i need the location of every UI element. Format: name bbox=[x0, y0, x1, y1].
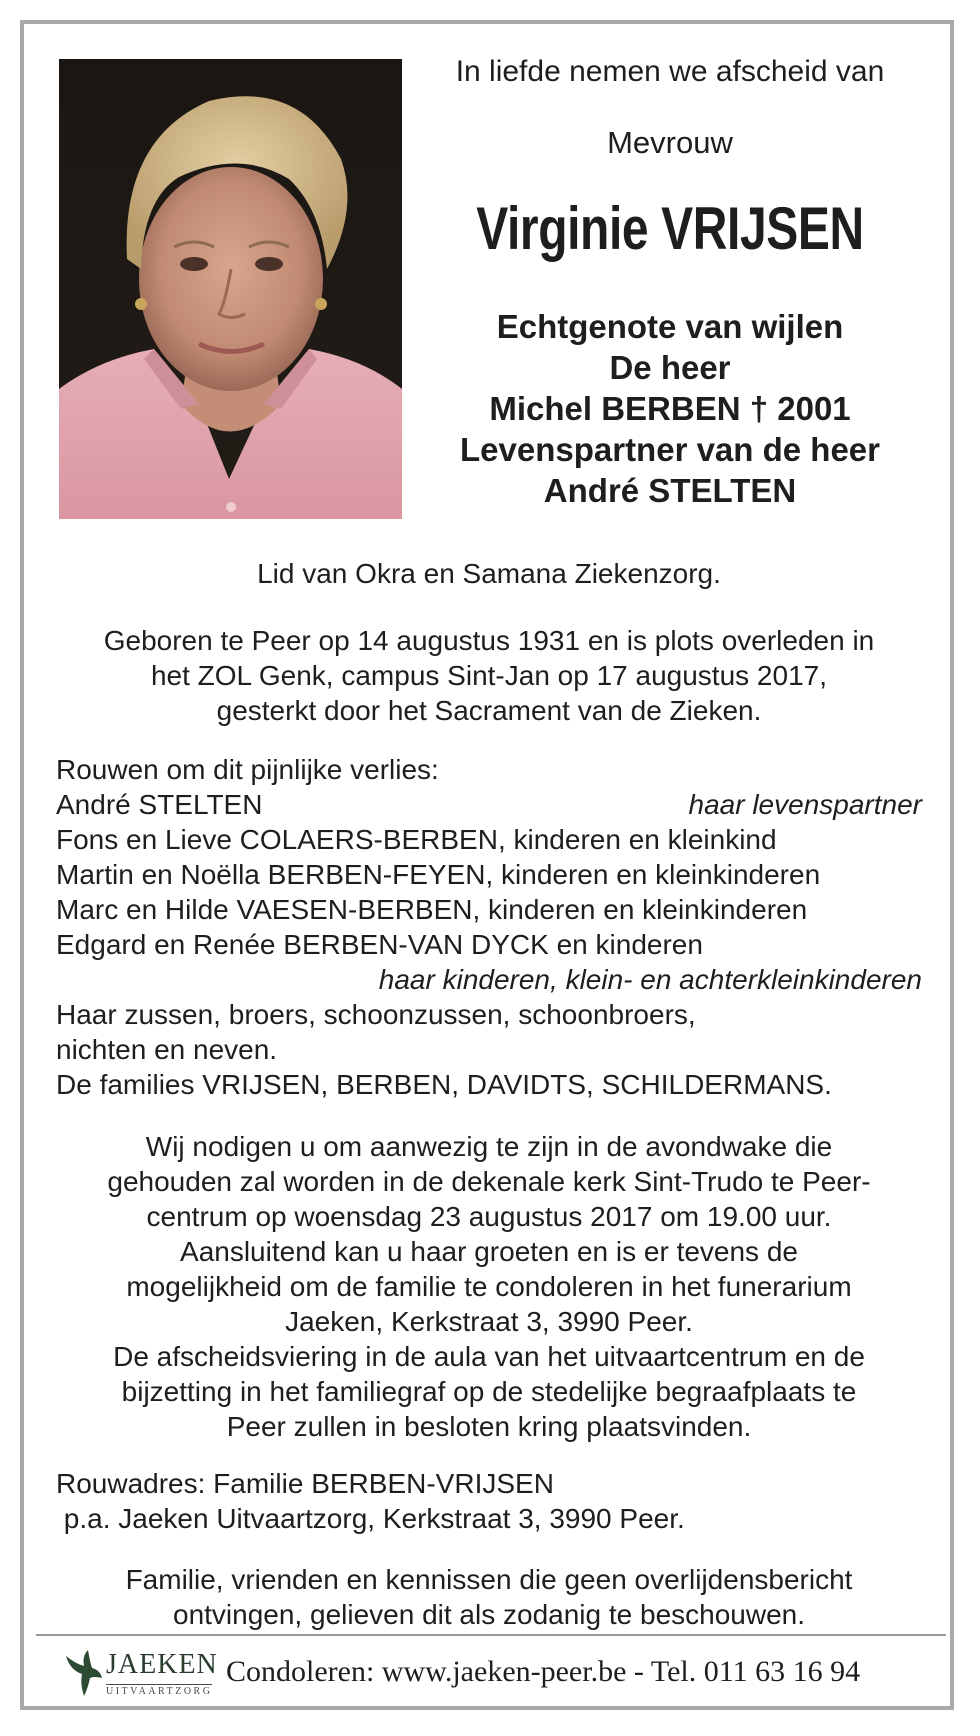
partner-name: André STELTEN bbox=[56, 789, 263, 820]
ceremony-line: bijzetting in het familiegraf op de stedelijke begraafplaats te bbox=[121, 1376, 857, 1407]
partner-role: haar levenspartner bbox=[688, 789, 922, 820]
spouse-line: De heer bbox=[609, 349, 731, 386]
intro-line: In liefde nemen we afscheid van bbox=[455, 55, 885, 88]
spouse-block bbox=[420, 306, 920, 511]
dove-icon bbox=[62, 1648, 104, 1698]
spouse-line: André STELTEN bbox=[543, 472, 797, 509]
mourner-line: Martin en Noëlla BERBEN-FEYEN, kinderen en kleinkinderen bbox=[56, 859, 821, 890]
birth-line: het ZOL Genk, campus Sint-Jan op 17 augustus 2017, bbox=[150, 660, 828, 691]
closing-line: Familie, vrienden en kennissen die geen overlijdensbericht bbox=[125, 1564, 853, 1595]
ceremony-line: Peer zullen in besloten kring plaatsvinden. bbox=[226, 1411, 752, 1442]
ceremony-line: De afscheidsviering in de aula van het uitvaartcentrum en de bbox=[113, 1341, 865, 1372]
jaeken-logo bbox=[62, 1644, 224, 1702]
spouse-line: Levenspartner van de heer bbox=[459, 431, 880, 468]
mourner-line: Fons en Lieve COLAERS-BERBEN, kinderen en kleinkind bbox=[56, 824, 777, 855]
ceremony-line: gehouden zal worden in de dekenale kerk Sint-Trudo te Peer- bbox=[107, 1166, 871, 1197]
address-line: p.a. Jaeken Uitvaartzorg, Kerkstraat 3, 3990 Peer. bbox=[56, 1503, 685, 1534]
membership-line: Lid van Okra en Samana Ziekenzorg. bbox=[257, 558, 721, 589]
address-line: Rouwadres: Familie BERBEN-VRIJSEN bbox=[56, 1468, 554, 1499]
mourner-line: nichten en neven. bbox=[56, 1034, 278, 1065]
birth-line: Geboren te Peer op 14 augustus 1931 en is plots overleden in bbox=[103, 625, 875, 656]
mourner-line: Haar zussen, broers, schoonzussen, schoonbroers, bbox=[56, 999, 696, 1030]
mourner-line: Marc en Hilde VAESEN-BERBEN, kinderen en kleinkinderen bbox=[56, 894, 808, 925]
ceremony-line: centrum op woensdag 23 augustus 2017 om 19.00 uur. bbox=[146, 1201, 832, 1232]
deceased-name: Virginie VRIJSEN bbox=[476, 195, 864, 262]
mourner-line: De families VRIJSEN, BERBEN, DAVIDTS, SCHILDERMANS. bbox=[56, 1069, 832, 1100]
ceremony-line: mogelijkheid om de familie te condoleren in het funerarium bbox=[126, 1271, 852, 1302]
portrait-photo bbox=[59, 59, 402, 519]
honorific: Mevrouw bbox=[607, 125, 733, 160]
condolence-contact: Condoleren: www.jaeken-peer.be - Tel. 011 63 16 94 bbox=[226, 1655, 861, 1688]
spouse-line: Michel BERBEN † 2001 bbox=[489, 390, 851, 427]
children-role: haar kinderen, klein- en achterkleinkinderen bbox=[378, 964, 922, 995]
address-block bbox=[56, 1466, 922, 1536]
closing-line: ontvingen, gelieven dit als zodanig te beschouwen. bbox=[173, 1599, 805, 1630]
ceremony-line: Jaeken, Kerkstraat 3, 3990 Peer. bbox=[285, 1306, 693, 1337]
logo-name: JAEKEN bbox=[106, 1649, 218, 1680]
mourners-list bbox=[56, 752, 922, 1102]
spouse-line: Echtgenote van wijlen bbox=[496, 308, 844, 345]
footer-divider bbox=[36, 1634, 946, 1636]
mourner-line: Edgard en Renée BERBEN-VAN DYCK en kinderen bbox=[56, 929, 703, 960]
partner-row bbox=[56, 787, 922, 822]
closing-paragraph bbox=[56, 1562, 922, 1632]
ceremony-paragraph bbox=[56, 1129, 922, 1444]
birth-line: gesterkt door het Sacrament van de Zieken. bbox=[216, 695, 762, 726]
mourners-intro: Rouwen om dit pijnlijke verlies: bbox=[56, 754, 439, 785]
ceremony-line: Wij nodigen u om aanwezig te zijn in de avondwake die bbox=[145, 1131, 833, 1162]
ceremony-line: Aansluitend kan u haar groeten en is er tevens de bbox=[180, 1236, 798, 1267]
birth-paragraph bbox=[56, 623, 922, 728]
logo-subtitle: UITVAARTZORG bbox=[106, 1686, 213, 1697]
